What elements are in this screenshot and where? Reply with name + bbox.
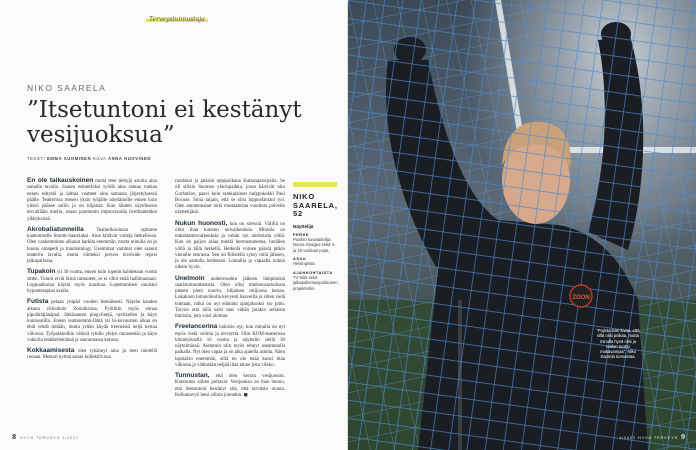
fact-title: Näyttelijä: [293, 223, 314, 229]
paragraph-body: mutta teen tiettyjä asioita aina samalla tavalla. Saatan esimerkiksi syödä aina samaa ruokaa ennen esitystä ja laittaa vaatteet aina samassa järjestyksessä päälle. Teatterissa menen yksin tyhjälle näyttämölle ennen kuin yleisö pääsee saliin ja on hiljaista. Kun lähden näytökseen tervaillään mielin, osaan paremmin improvisoida livetilanteiden yllätyksissä.: [27, 179, 157, 222]
paragraph: [175, 276, 285, 321]
article-column-1: [27, 178, 157, 366]
paragraph: [27, 178, 157, 223]
paragraph-lead: Futista: [27, 298, 49, 306]
byline-photo-label: KUVA: [92, 156, 107, 161]
right-page-photo: [348, 0, 696, 450]
fact-name: NIKO SAARELA, 52: [293, 192, 338, 218]
paragraph-lead: Akrobatiatunneilla: [27, 225, 84, 233]
paragraph: [175, 221, 285, 272]
paragraph-lead: Tupakoin: [27, 268, 56, 276]
goal-net-front: [348, 0, 696, 450]
paragraph: [27, 299, 157, 344]
folio-right-label: 1/2022 HYVÄ TERVEYS: [618, 435, 679, 440]
paragraph-body: olen tykännyt aina ja teen mielellä ruoaan. Mestari kylmä sanan kollektiivissa: [27, 349, 157, 361]
paragraph: [27, 227, 157, 266]
fact-box-accent-bar: [293, 182, 337, 187]
photo-caption: ”Pojista isän kivaa, että sillä olisi poikaa, mutta minulla hyvä olisi ja taidon tuoksi mukavampia”, Niko Saarela tunnustaa.: [596, 328, 640, 360]
paragraph-lead: Freelancerina: [175, 323, 218, 331]
paragraph-lead: Kokkaamisesta: [27, 347, 75, 354]
byline: [27, 156, 151, 161]
paragraph-lead: Tunnustan,: [175, 372, 210, 379]
page-number-left: 8: [12, 434, 17, 441]
folio-right: [619, 434, 686, 441]
paragraph-body: pelaan ympäri vuoden itsenäisesti. Näytän kauden aikana viikoittain Zooniksissa. Pyörikin myös ennaa pipolättäjänäpnä. Jätkäsaaren pingviinejä, nyrkkeilen ja käyn kuntosalilla. Ennen teatteremmi-lähtä tai hi-kuvausten alkaa en ehdi tehdä mitään, mutta yritän käydä treeneissä neljä kertaa viikossa. Työpaikkoihin välissä ryhdin yhdyn muusenkin ja käyn vakiolla lenkkeilemässä ja saunomassa kotona.: [27, 300, 157, 343]
section-tag: Terveystunnustaja: [146, 16, 208, 23]
byline-text-author: EMMA SUOMINEN: [47, 156, 92, 161]
fact-family-label: PERHE: [293, 232, 310, 237]
paragraph: [175, 373, 285, 399]
headline: ”Itsetuntoni ei kestänyt vesijuoksua”: [27, 97, 302, 148]
paragraph: [175, 178, 285, 217]
shirt-logo: [570, 285, 592, 307]
paragraph-body: ruoduksi ja jatkoin oppipoikana Kalastajatorpalla. Se oli silloin Suomen ykköspaikka, jossa käivivät niin Gorbatšov, paavi kuin ramkalainen huippukokki Paul Bocuse. Siinä taijain, että se olisi loppuelämäni työ. Olen ammennanut mitä mestaamista vuodesta palvelin näyttelijänä.: [175, 179, 285, 216]
portrait-photo: [348, 0, 696, 450]
fact-home-value: Helsingissä.: [293, 261, 316, 267]
folio-left: [12, 434, 79, 441]
fact-box: [293, 182, 337, 292]
paragraph-body: haluisin nyt, kun minulla on nyt myös vielä voimia ja terveyttä. Olin KOM-teatterissa kiinnityksellä 16 vuotta ja näyttelin siellä 30 näytelmässä. Aiemmin olin myös tehnyt useammalla paikalla. Nyt olen vapaa ja on aika ajatella asioita. Näen lapsiakin enemmän, sillä en ole enää kuusi iltaa viikossa ja vähintään neljää iltaa tänne joka viikko.: [175, 325, 285, 368]
paragraph-body: Teatterikoulussa opimme kaatumiselle Stuntti-Saarelaksi. Aina kiitävät voiteja hetkellessä. Olen vanhemmiten alkanut harkita enemmän, mutta minulla on jo huono omapedi ja traumatologi. Useimmat vammat olen saanut teatterin lavalla, mutta viimeksi polven nivelside repesi jalkapallossa.: [27, 227, 157, 264]
fact-family-value: Puoliso kuvataiteilija Noora Geagea sekä 4- ja 15-vuotiaat pojat.: [293, 236, 336, 253]
paragraph-body: uudenvuoden jälkeen lämpimistä saaristomuuttamista. Olen ollut mielenosastoilusta pienen pieni nuorin, hiljainen miljoona kertaa. Lokakuun lomaviikolla kevyesti haaveilla ja sitten vielä kohtaan, mikä on nyt elämäni ajanjaksoksi iso juttu. Toivon että tällä saisi taas vähän jotakin sellaista ihmisiin, jota voisi aloittaa.: [175, 276, 285, 319]
paragraph: [175, 324, 285, 369]
fact-current-label: AJANKOHTAISTA: [293, 270, 333, 275]
byline-photo-author: ANNA HUOVINEN: [108, 156, 152, 161]
paragraph: [27, 348, 157, 362]
fact-home-label: ASUU: [293, 257, 307, 262]
paragraph-lead: Unelmoin: [175, 274, 205, 282]
person-name: NIKO SAARELA: [27, 83, 107, 93]
paragraph-lead: En ole taikauskoinen: [27, 177, 94, 184]
paragraph-body: yli 30 vuotta, ennen kuin lopetin kahdeksan vuotta sitten. Tunnit eivät ikinä tuntuneet, se ei ollut enää hallinnassani. Loppuaikoina käytin myös nuuskaa. Lopettaminen onnistui hypnoterapian avulla.: [27, 270, 157, 294]
shirt-logo-text: ZOON: [572, 295, 590, 301]
paragraph-body: kun on stressiä. Välillä on ollut ihan kunnon univaikeuksia. Minulla on nukahtamisvaikeuksia ja vahän nyt ahdistusta yöllä. Kun on paljon asiaa mieltä hermostuneena, heräilen yöllä ja tällä hetkellä. Hetkellä voinen päästä pitkin vieraille seurassa. Sen on fiilistellä syksy mitä jälkeen, ja ole aamulla herätessä. Lomailla ja vapaalla nukun oikein hyvin.: [175, 221, 285, 271]
page-number-right: 9: [681, 434, 686, 441]
paragraph: [27, 269, 157, 295]
paragraph-body: että olen kerran vesijuossut. Kuntoutus siihen poltavat. Vesijuoksu on ihan huono, että itsetuntoni kestänyt sitä, että tarvitsin muuta. Kelluntavyö leesi silloin jonnekin. ◼: [175, 374, 285, 398]
byline-text-label: TEKSTI: [27, 156, 46, 161]
article-column-2: [175, 178, 285, 403]
paragraph-lead: Nukun huonosti,: [175, 219, 228, 227]
fact-current-value: TV-töitä sekä jalkapallomaajoukkueen projekteihin.: [293, 274, 338, 292]
folio-left-label: HYVÄ TERVEYS 1/2022: [19, 435, 80, 440]
